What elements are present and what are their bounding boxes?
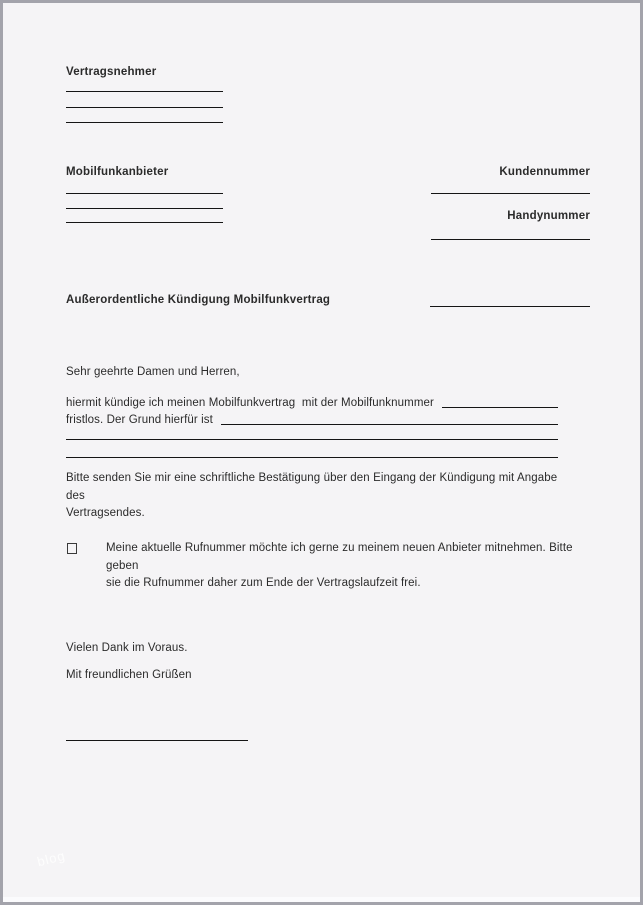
phone-number-label: Handynummer xyxy=(507,210,590,222)
provider-line-2[interactable] xyxy=(66,208,223,209)
body-row-2-text: fristlos. Der Grund hierfür ist xyxy=(66,414,213,426)
customer-number-label: Kundennummer xyxy=(499,166,590,178)
provider-line-3[interactable] xyxy=(66,222,223,223)
closing-text: Mit freundlichen Grüßen xyxy=(66,669,192,681)
subject-heading: Außerordentliche Kündigung Mobilfunkvertrag xyxy=(66,294,331,306)
body-row-1-text: hiermit kündige ich meinen Mobilfunkvertrag mit der Mobilfunknummer xyxy=(66,397,434,409)
recipient-line-3[interactable] xyxy=(66,122,223,123)
salutation: Sehr geehrte Damen und Herren, xyxy=(66,366,240,378)
recipient-line-2[interactable] xyxy=(66,107,223,108)
confirmation-line-2: Vertragsendes. xyxy=(66,507,145,519)
mobile-number-line[interactable] xyxy=(442,407,558,408)
provider-line-1[interactable] xyxy=(66,193,223,194)
body-row-1 xyxy=(66,393,558,409)
customer-number-line[interactable] xyxy=(431,193,590,194)
reason-line-3[interactable] xyxy=(66,457,558,458)
reason-line-2[interactable] xyxy=(66,439,558,440)
provider-label: Mobilfunkanbieter xyxy=(66,166,169,178)
confirmation-paragraph xyxy=(66,470,566,523)
porting-checkbox[interactable] xyxy=(67,543,77,554)
thanks-text: Vielen Dank im Voraus. xyxy=(66,642,188,654)
porting-option-text xyxy=(106,540,586,593)
porting-line-1: Meine aktuelle Rufnummer möchte ich gerne zu meinem neuen Anbieter mitnehmen. Bitte geben xyxy=(106,542,573,572)
recipient-label: Vertragsnehmer xyxy=(66,66,157,78)
recipient-line-1[interactable] xyxy=(66,91,223,92)
watermark-text: blog xyxy=(35,847,67,870)
signature-line[interactable] xyxy=(66,740,248,741)
body-row-2 xyxy=(66,410,558,426)
porting-line-2: sie die Rufnummer daher zum Ende der Vertragslaufzeit frei. xyxy=(106,577,421,589)
place-date-line[interactable] xyxy=(430,306,590,307)
reason-line-1[interactable] xyxy=(221,424,558,425)
confirmation-line-1: Bitte senden Sie mir eine schriftliche Bestätigung über den Eingang der Kündigung mit Angabe des xyxy=(66,472,558,502)
phone-number-line[interactable] xyxy=(431,239,590,240)
